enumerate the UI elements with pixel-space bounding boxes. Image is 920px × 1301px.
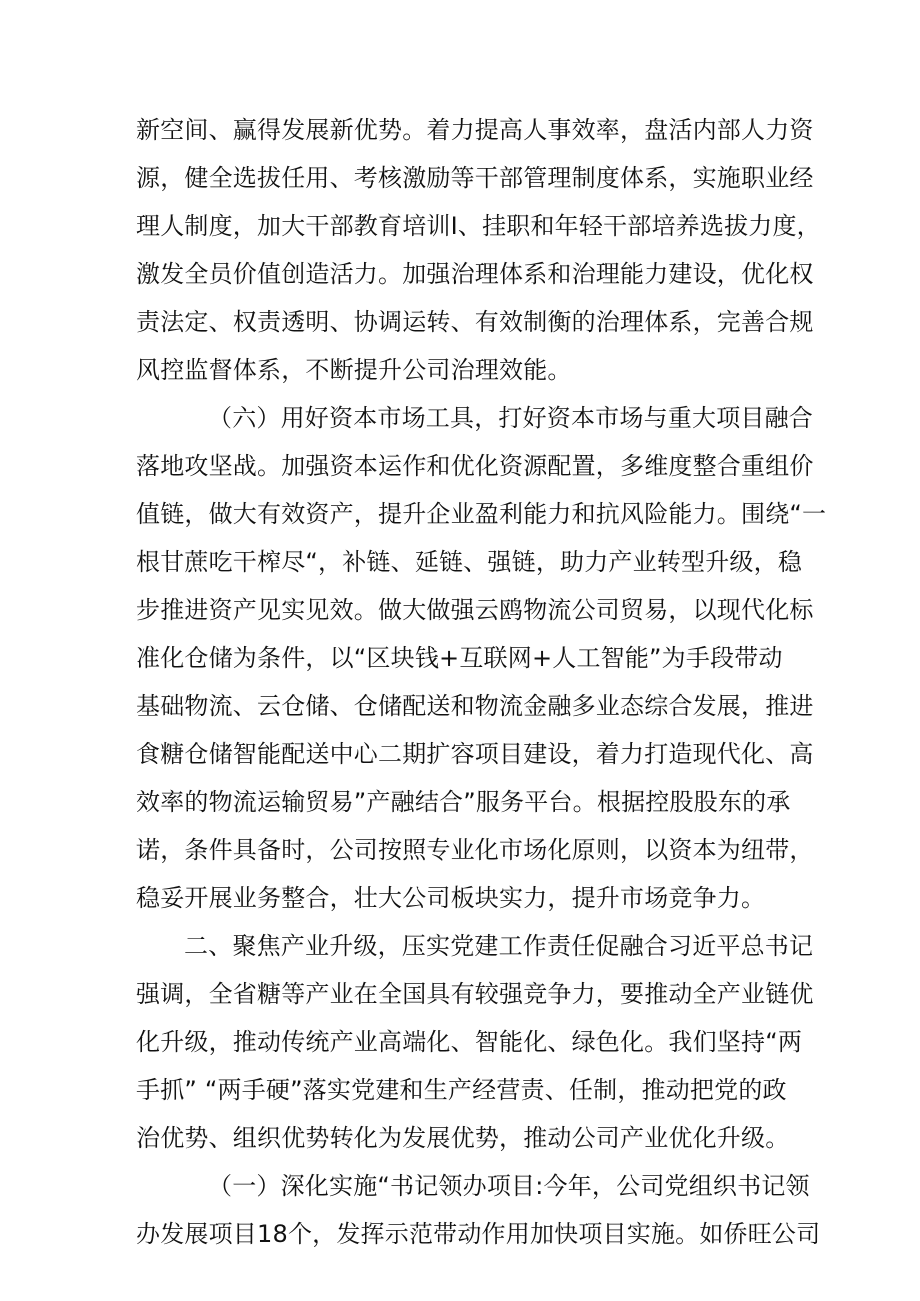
text-line: 食糖仓储智能配送中心二期扩容项目建设，着力打造现代化、高 xyxy=(136,740,814,768)
section-heading-one: （一）深化实施“书记领办项目:今年，公司党组织书记领 xyxy=(208,1172,810,1200)
text-line: 落地攻坚战。加强资本运作和优化资源配置，多维度整合重组价 xyxy=(136,452,814,480)
text-line: 风控监督体系，不断提升公司治理效能。 xyxy=(136,356,572,384)
text-line: 激发全员价值创造活力。加强治理体系和治理能力建设，优化权 xyxy=(136,260,814,288)
text-line: 稳妥开展业务整合，壮大公司板块实力，提升市场竞争力。 xyxy=(136,884,766,912)
text-line: 治优势、组织优势转化为发展优势，推动公司产业优化升级。 xyxy=(136,1124,790,1152)
text-line: 源，健全选拔任用、考核激励等干部管理制度体系，实施职业经 xyxy=(136,164,814,192)
text-line: 诺，条件具备时，公司按照专业化市场化原则，以资本为纽带， xyxy=(136,836,814,864)
section-heading-two: 二、聚焦产业升级，压实党建工作责任促融合习近平总书记 xyxy=(184,932,814,960)
text-line: 基础物流、云仓储、仓储配送和物流金融多业态综合发展，推进 xyxy=(136,692,814,720)
text-line: 理人制度，加大干部教育培训I、挂职和年轻干部培养选拔力度， xyxy=(136,212,821,240)
text-line: 效率的物流运输贸易”产融结合”服务平台。根据控股股东的承 xyxy=(136,788,791,816)
text-line: 责法定、权责透明、协调运转、有效制衡的治理体系，完善合规 xyxy=(136,308,814,336)
text-line: 根甘蔗吃干榨尽“，补链、延链、强链，助力产业转型升级，稳 xyxy=(136,548,803,576)
text-line: 办发展项目18个，发挥示范带动作用加快项目实施。如侨旺公司 xyxy=(136,1220,821,1248)
text-line: 化升级，推动传统产业高端化、智能化、绿色化。我们坚持“两 xyxy=(136,1028,803,1056)
text-line: 强调，全省糖等产业在全国具有较强竞争力，要推动全产业链优 xyxy=(136,980,814,1008)
text-line: 值链，做大有效资产，提升企业盈利能力和抗风险能力。围绕“一 xyxy=(136,500,827,528)
text-line: 新空间、赢得发展新优势。着力提高人事效率，盘活内部人力资 xyxy=(136,116,814,144)
text-line: 步推进资产见实见效。做大做强云鸥物流公司贸易，以现代化标 xyxy=(136,596,814,624)
text-line: 准化仓储为条件，以“区块钱+互联网+人工智能”为手段带动 xyxy=(136,644,783,672)
section-heading-six: （六）用好资本市场工具，打好资本市场与重大项目融合 xyxy=(208,404,813,432)
text-line: 手抓” “两手硬”落实党建和生产经营责、任制，推动把党的政 xyxy=(136,1076,787,1104)
